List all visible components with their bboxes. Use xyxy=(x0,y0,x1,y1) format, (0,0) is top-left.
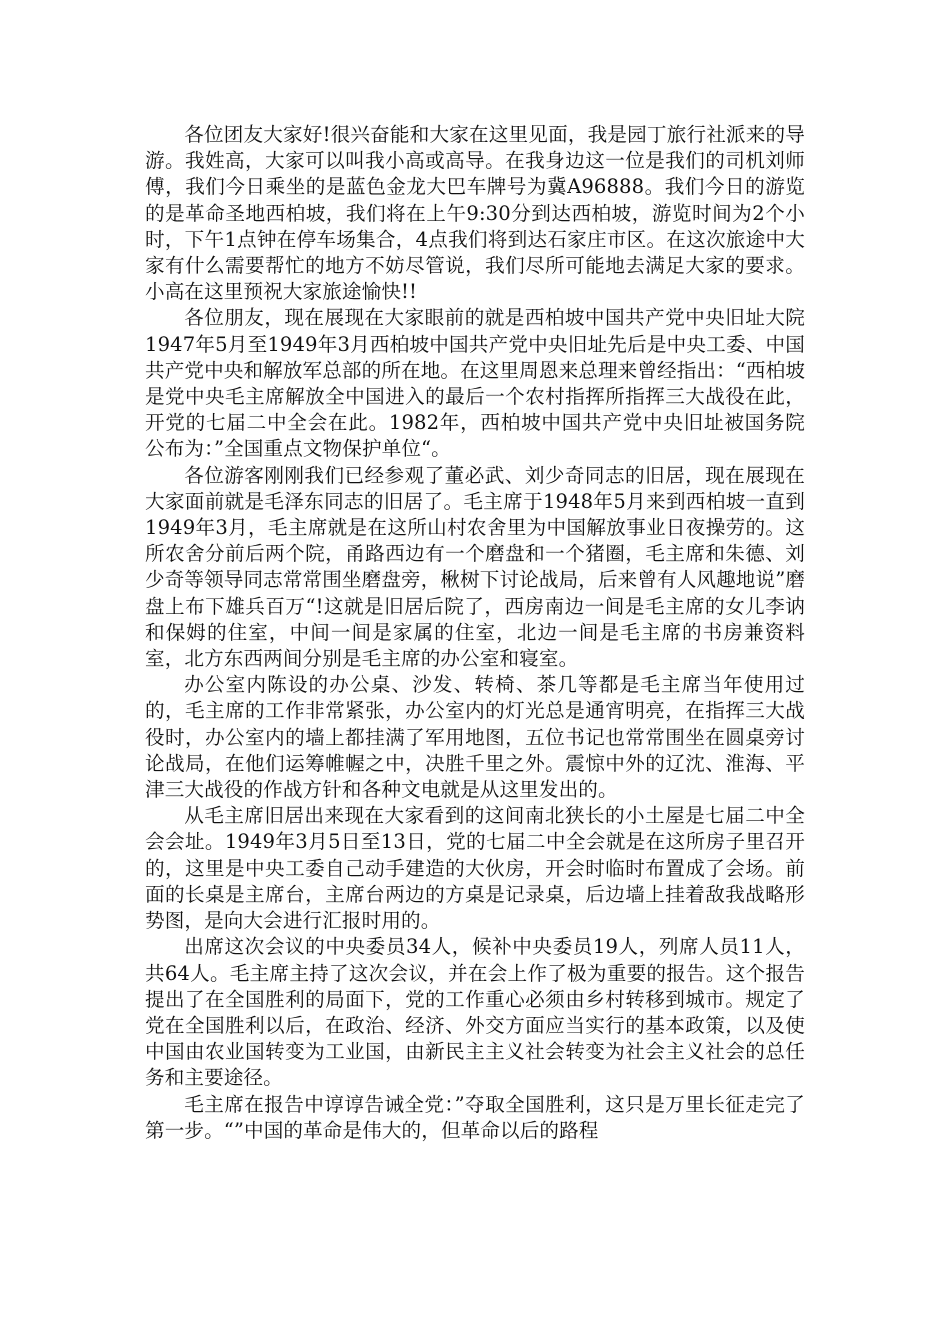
document-body xyxy=(145,122,805,1144)
paragraph-office: 办公室内陈设的办公桌、沙发、转椅、茶几等都是毛主席当年使用过的，毛主席的工作非常紧张，办公室内的灯光总是通宵明亮，在指挥三大战役时，办公室内的墙上都挂满了军用地图，五位书记也常常围坐在圆桌旁讨论战局，在他们运筹帷幄之中，决胜千里之外。震惊中外的辽沈、淮海、平津三大战役的作战方针和各种文电就是从这里发出的。 xyxy=(145,673,805,802)
paragraph-report-warning: 毛主席在报告中谆谆告诫全党：”夺取全国胜利，这只是万里长征走完了第一步。“”中国的革命是伟大的，但革命以后的路程 xyxy=(145,1092,805,1142)
paragraph-mao-residence: 各位游客刚刚我们已经参观了董必武、刘少奇同志的旧居，现在展现在大家面前就是毛泽东同志的旧居了。毛主席于1948年5月来到西柏坡一直到1949年3月，毛主席就是在这所山村农舍里为中国解放事业日夜操劳的。这所农舍分前后两个院，甬路西边有一个磨盘和一个猪圈，毛主席和朱德、刘少奇等领导同志常常围坐磨盘旁，楸树下讨论战局，后来曾有人风趣地说”磨盘上布下雄兵百万“!这就是旧居后院了，西房南边一间是毛主席的女儿李讷和保姆的住室，中间一间是家属的住室，北边一间是毛主席的书房兼资料室，北方东西两间分别是毛主席的办公室和寝室。 xyxy=(145,463,806,671)
paragraph-plenary-site: 从毛主席旧居出来现在大家看到的这间南北狭长的小土屋是七届二中全会会址。1949年3月5日至13日，党的七届二中全会就是在这所房子里召开的，这里是中央工委自己动手建造的大伙房，开会时临时布置成了会场。前面的长桌是主席台，主席台两边的方桌是记录桌，后边墙上挂着敌我战略形势图，是向大会进行汇报时用的。 xyxy=(145,804,805,933)
paragraph-meeting-attendance: 出席这次会议的中央委员34人，候补中央委员19人，列席人员11人，共64人。毛主席主持了这次会议，并在会上作了极为重要的报告。这个报告提出了在全国胜利的局面下，党的工作重心必须由乡村转移到城市。规定了党在全国胜利以后，在政治、经济、外交方面应当实行的基本政策，以及使中国由农业国转变为工业国，由新民主主义社会转变为社会主义社会的总任务和主要途径。 xyxy=(145,935,805,1090)
paragraph-welcome: 各位团友大家好!很兴奋能和大家在这里见面，我是园丁旅行社派来的导游。我姓高，大家可以叫我小高或高导。在我身边这一位是我们的司机刘师傅，我们今日乘坐的是蓝色金龙大巴车牌号为冀A96888。我们今日的游览的是革命圣地西柏坡，我们将在上午9:30分到达西柏坡，游览时间为2个小时，下午1点钟在停车场集合，4点我们将到达石家庄市区。在这次旅途中大家有什么需要帮忙的地方不妨尽管说，我们尽所可能地去满足大家的要求。小高在这里预祝大家旅途愉快!! xyxy=(145,123,805,304)
paragraph-central-site: 各位朋友，现在展现在大家眼前的就是西柏坡中国共产党中央旧址大院1947年5月至1949年3月西柏坡中国共产党中央旧址先后是中央工委、中国共产党中央和解放军总部的所在地。在这里周恩来总理来曾经指出：“西柏坡是党中央毛主席解放全中国进入的最后一个农村指挥所指挥三大战役在此，开党的七届二中全会在此。1982年，西柏坡中国共产党中央旧址被国务院公布为：”全国重点文物保护单位“。 xyxy=(145,306,806,461)
